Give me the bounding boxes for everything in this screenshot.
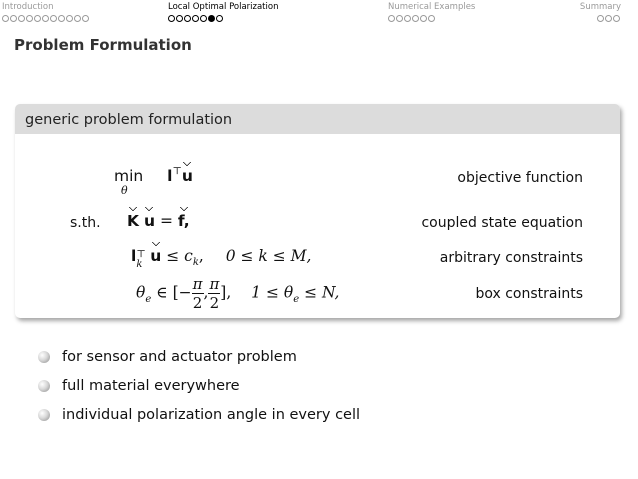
vector-f-hat: f, <box>177 212 190 230</box>
nav-section-numerical-examples[interactable] <box>388 2 475 23</box>
nav-section-label: Local Optimal Polarization <box>168 2 279 12</box>
index-bounds: 0 ≤ k ≤ M, <box>225 247 312 265</box>
transpose-symbol: ⊤ <box>136 249 146 260</box>
fraction-pi-over-2 <box>208 275 220 312</box>
vector-l-k: l <box>131 247 137 265</box>
nav-slide-dot[interactable] <box>597 15 604 22</box>
comma: , <box>198 247 204 265</box>
nav-slide-dot[interactable] <box>396 15 403 22</box>
nav-dots <box>597 15 621 23</box>
vector-u-hat: u <box>150 247 162 265</box>
label-box-constraints: box constraints <box>475 286 583 302</box>
list-item <box>38 400 360 429</box>
list-item-text: individual polarization angle in every cell <box>62 406 361 423</box>
label-coupled-state-equation: coupled state equation <box>421 215 583 231</box>
formulation-block <box>15 104 620 318</box>
denominator: 2 <box>192 294 203 312</box>
vector-l: l <box>167 167 173 185</box>
nav-section-summary[interactable] <box>578 2 621 23</box>
nav-section-local-optimal-polarization[interactable] <box>168 2 278 23</box>
interval-close: ], <box>220 283 232 302</box>
nav-slide-dot[interactable] <box>192 15 199 22</box>
nav-slide-dot[interactable] <box>58 15 65 22</box>
nav-slide-dot[interactable] <box>168 15 175 22</box>
nav-dots <box>388 15 475 23</box>
theta-bounds: 1 ≤ θ <box>251 283 294 302</box>
nav-slide-dot[interactable] <box>2 15 9 22</box>
transpose-symbol: ⊤ <box>172 166 182 177</box>
nav-slide-dot[interactable] <box>82 15 89 22</box>
box-constraint-expression <box>136 275 339 312</box>
bullet-ball-icon <box>38 351 50 363</box>
subscript-e: e <box>293 293 300 305</box>
subscript-k: k <box>192 257 199 268</box>
nav-slide-dot[interactable] <box>74 15 81 22</box>
element-of-interval: ∈ [− <box>156 283 192 302</box>
nav-slide-dot[interactable] <box>605 15 612 22</box>
label-objective-function: objective function <box>457 170 583 186</box>
equals-sign: = <box>159 212 173 230</box>
state-equation-expression <box>127 212 190 230</box>
leq-ck: ≤ c <box>166 247 193 265</box>
list-item-text: for sensor and actuator problem <box>62 348 297 365</box>
section-navigation <box>0 0 638 24</box>
list-item <box>38 342 360 371</box>
subscript-e: e <box>145 293 152 305</box>
nav-section-label: Summary <box>579 2 621 12</box>
bullet-list <box>38 342 360 429</box>
nav-slide-dot[interactable] <box>10 15 17 22</box>
min-operator: min <box>114 167 144 185</box>
matrix-k-hat: K <box>127 212 140 230</box>
min-subscript-theta: θ <box>121 184 128 197</box>
nav-dots <box>168 15 278 23</box>
nav-slide-dot[interactable] <box>176 15 183 22</box>
frame-title: Problem Formulation <box>14 36 192 54</box>
numerator: π <box>209 275 220 293</box>
fraction-pi-over-2 <box>192 275 204 312</box>
nav-dots <box>2 15 90 23</box>
bullet-ball-icon <box>38 409 50 421</box>
nav-slide-dot[interactable] <box>216 15 223 22</box>
nav-slide-dot[interactable] <box>613 15 620 22</box>
upper-bound: ≤ N, <box>304 283 340 302</box>
list-item-text: full material everywhere <box>62 377 240 394</box>
nav-slide-dot[interactable] <box>208 15 215 22</box>
block-title: generic problem formulation <box>15 104 620 134</box>
nav-section-label: Numerical Examples <box>388 2 476 12</box>
subscript-k: k <box>136 259 143 270</box>
nav-slide-dot[interactable] <box>388 15 395 22</box>
theta-symbol: θ <box>136 283 146 302</box>
list-item <box>38 371 360 400</box>
nav-slide-dot[interactable] <box>428 15 435 22</box>
objective-expression <box>114 167 193 185</box>
nav-slide-dot[interactable] <box>200 15 207 22</box>
numerator: π <box>192 275 203 293</box>
bullet-ball-icon <box>38 380 50 392</box>
nav-slide-dot[interactable] <box>50 15 57 22</box>
nav-slide-dot[interactable] <box>66 15 73 22</box>
nav-slide-dot[interactable] <box>184 15 191 22</box>
vector-u-hat: u <box>181 167 193 185</box>
nav-section-introduction[interactable] <box>2 2 90 23</box>
nav-slide-dot[interactable] <box>404 15 411 22</box>
comma: , <box>203 283 209 302</box>
nav-slide-dot[interactable] <box>26 15 33 22</box>
subject-to-label: s.th. <box>70 215 101 231</box>
vector-u-hat: u <box>143 212 155 230</box>
nav-slide-dot[interactable] <box>18 15 25 22</box>
nav-slide-dot[interactable] <box>420 15 427 22</box>
nav-slide-dot[interactable] <box>42 15 49 22</box>
denominator: 2 <box>209 294 220 312</box>
nav-slide-dot[interactable] <box>412 15 419 22</box>
label-arbitrary-constraints: arbitrary constraints <box>439 250 583 266</box>
nav-section-label: Introduction <box>2 2 54 12</box>
constraint-expression <box>131 247 312 270</box>
nav-slide-dot[interactable] <box>34 15 41 22</box>
